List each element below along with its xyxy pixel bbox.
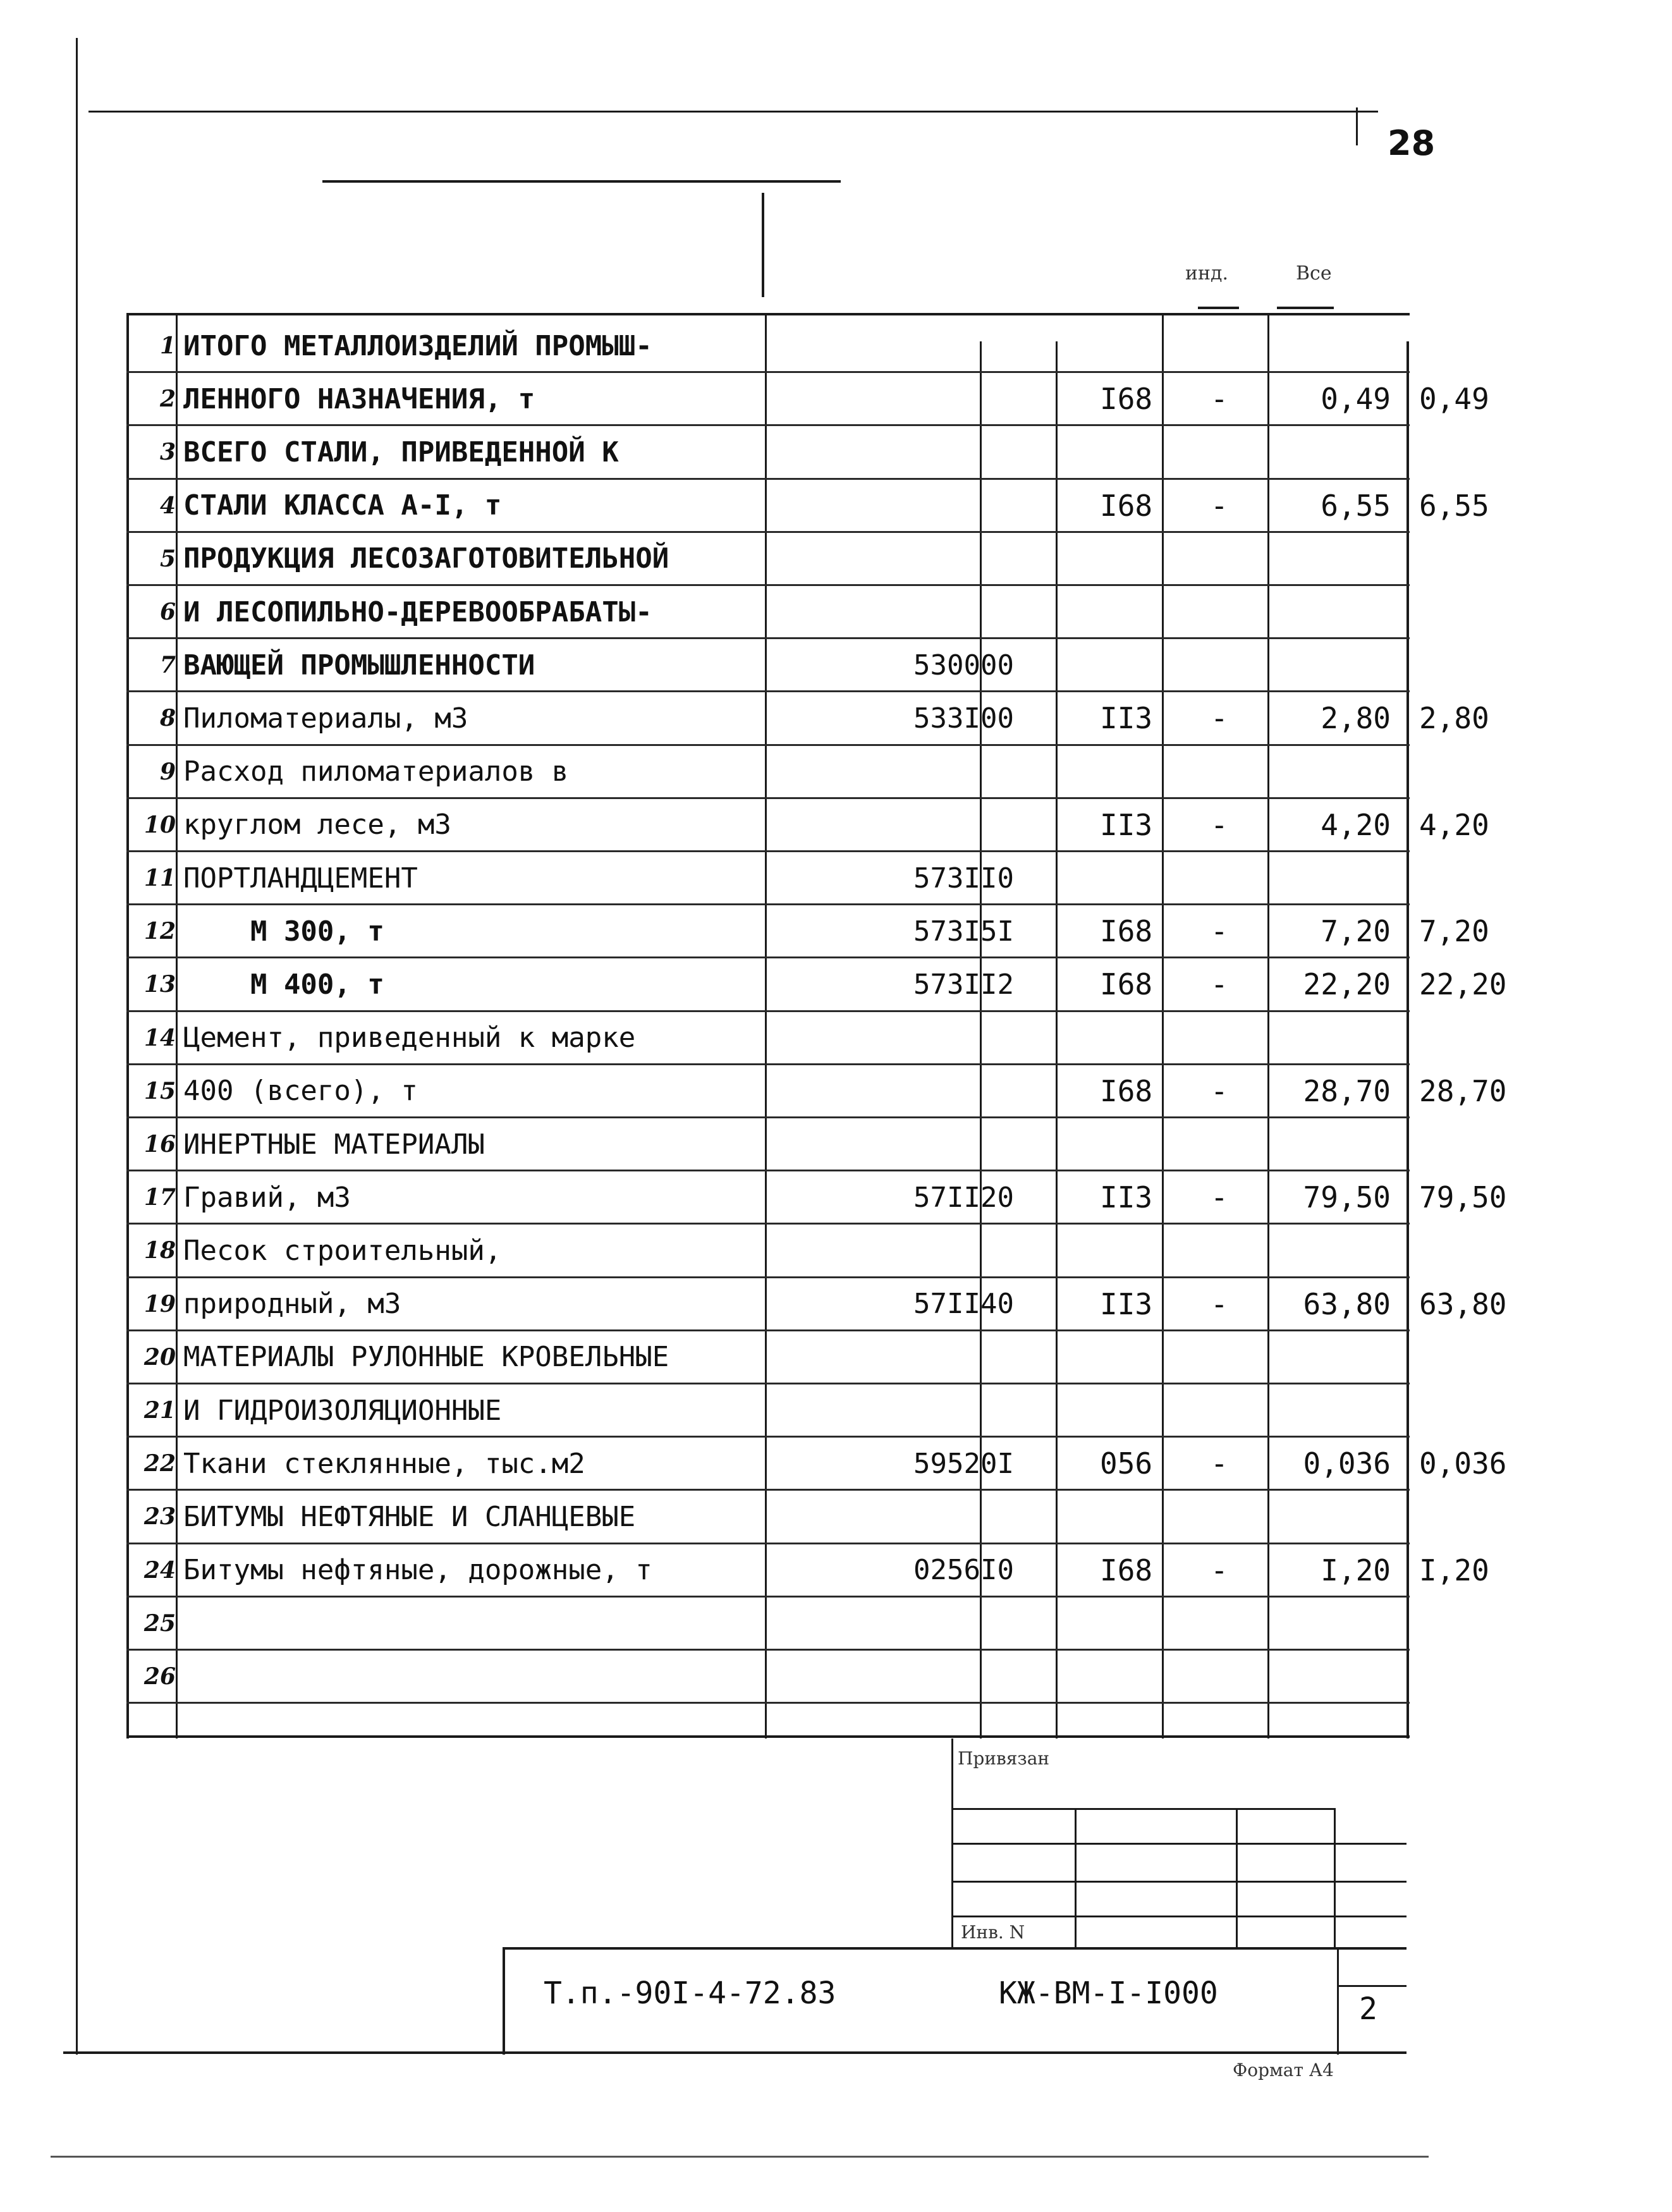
value-total [1277,1650,1672,1703]
page-number: 28 [1388,123,1436,163]
value-total: 63,80 [1419,1286,1507,1321]
unit-code: I68 [1100,967,1153,1002]
stamp-col-1 [1075,1808,1077,1947]
item-name: Цемент, приведенный к марке [183,1022,636,1054]
item-code: 573II2 [913,968,1014,1001]
unit-code: II3 [1100,1286,1153,1321]
value-unit: 0,036 [1303,1446,1391,1481]
dash-cell: - [1211,1180,1228,1215]
table-top-line [126,313,1410,315]
value-total [1277,532,1672,585]
inv-label: Инв. N [961,1922,1025,1943]
value-total [1277,1597,1672,1650]
value-unit: 79,50 [1303,1180,1391,1215]
table-row [126,692,1489,745]
table-row [126,905,1489,958]
unit-code: I68 [1100,914,1153,949]
item-name: И ГИДРОИЗОЛЯЦИОННЫЕ [183,1394,502,1427]
value-total: 22,20 [1419,967,1507,1002]
table-row [126,852,1410,905]
stamp-row-line-1 [951,1808,1334,1810]
row-number: 9 [159,758,176,785]
value-total: 28,70 [1419,1073,1507,1108]
row-number: 10 [143,811,176,838]
table-row [126,1544,1489,1597]
value-total [1277,745,1672,798]
row-number: 19 [143,1290,176,1317]
table-row [126,1437,1507,1490]
row-number: 26 [143,1663,176,1690]
table-row [126,1490,1410,1543]
sheet-number: 2 [1359,1991,1377,2027]
dash-cell: - [1211,967,1228,1002]
table-row [126,1597,1410,1650]
left-margin-line [76,38,78,2055]
table-row [126,425,1410,479]
row-number: 12 [143,918,176,945]
stamp-col-2 [1236,1808,1238,1947]
value-unit: 0,49 [1321,382,1391,417]
item-code: 57II40 [913,1288,1014,1321]
title-block-left [503,1947,505,2055]
row-divider [126,1702,1410,1704]
unit-code: I68 [1100,1553,1153,1587]
unit-code: I68 [1100,488,1153,523]
item-name: М 300, т [183,915,384,948]
row-number: 11 [143,865,176,891]
unit-code: II3 [1100,1180,1153,1215]
row-number: 13 [143,971,176,998]
item-name: Гравий, м3 [183,1181,351,1214]
row-number: 4 [159,492,176,519]
table-row [126,798,1489,852]
item-code: 59520I [913,1447,1014,1480]
value-total [1277,1331,1672,1384]
value-total: I,20 [1419,1553,1489,1587]
row-number: 8 [159,705,176,732]
row-number: 2 [159,386,176,413]
value-total [1277,319,1672,372]
item-code: 533I00 [913,702,1014,735]
item-name: СТАЛИ КЛАССА А-I, т [183,489,502,522]
value-total [1277,1011,1672,1065]
dash-cell: - [1211,914,1228,949]
row-number: 18 [143,1237,176,1264]
stamp-row-line-3 [951,1881,1407,1883]
row-number: 6 [159,599,176,625]
item-name [183,1597,879,1650]
value-total: 79,50 [1419,1180,1507,1215]
item-name: М 400, т [183,968,384,1001]
dash-cell: - [1211,1446,1228,1481]
header-top-line [322,180,841,183]
value-total [1277,1118,1672,1171]
privyazan-label: Привязан [958,1748,1050,1769]
header-unit-label: инд. [1185,262,1228,284]
table-row [126,1331,1410,1384]
sheet-cell-line [1337,1985,1407,1987]
table-row [126,1384,1410,1437]
title-block-top [503,1947,1407,1950]
format-label: Формат А4 [1233,2060,1334,2081]
value-unit: 63,80 [1303,1286,1391,1321]
row-number: 5 [159,545,176,572]
doc-code: Т.п.-90I-4-72.83 [544,1976,836,2011]
dash-cell: - [1211,382,1228,417]
dash-cell: - [1211,1553,1228,1587]
row-number: 14 [143,1024,176,1051]
table-row [126,1118,1410,1171]
row-number: 1 [159,333,176,359]
value-total: 7,20 [1419,914,1489,949]
row-number: 16 [143,1131,176,1158]
dash-cell: - [1211,488,1228,523]
item-name: БИТУМЫ НЕФТЯНЫЕ И СЛАНЦЕВЫЕ [183,1500,636,1533]
header-col-divider [762,193,764,297]
stamp-row-line-4 [951,1916,1407,1917]
row-number: 7 [159,652,176,679]
dash-cell: - [1211,701,1228,736]
item-code: 0256I0 [913,1554,1014,1587]
table-row [126,479,1489,532]
value-total: 6,55 [1419,488,1489,523]
table-row [126,372,1489,425]
item-name: Пиломатериалы, м3 [183,702,468,735]
value-total [1277,1224,1672,1277]
table-bottom-line [126,1735,1410,1738]
dash-cell: - [1211,1286,1228,1321]
row-number: 3 [159,439,176,466]
header-tick-2 [1277,307,1334,309]
item-name: И ЛЕСОПИЛЬНО-ДЕРЕВООБРАБАТЫ- [183,596,652,628]
item-name: Расход пиломатериалов в [183,755,569,788]
value-total [1277,1490,1672,1543]
stamp-row-line-2 [951,1843,1407,1845]
item-code: 57II20 [913,1181,1014,1214]
value-unit: 7,20 [1321,914,1391,949]
value-total: 2,80 [1419,701,1489,736]
top-border-line [88,111,1378,113]
row-number: 25 [143,1610,176,1637]
value-unit: I,20 [1321,1553,1391,1587]
item-name: ЛЕННОГО НАЗНАЧЕНИЯ, т [183,382,535,415]
unit-code: II3 [1100,807,1153,842]
stamp-col-3 [1334,1808,1336,1947]
item-name: ИНЕРТНЫЕ МАТЕРИАЛЫ [183,1128,485,1161]
item-name: ПРОДУКЦИЯ ЛЕСОЗАГОТОВИТЕЛЬНОЙ [183,542,669,575]
item-name: МАТЕРИАЛЫ РУЛОННЫЕ КРОВЕЛЬНЫЕ [183,1341,669,1374]
table-row [126,1171,1507,1224]
item-name: Песок строительный, [183,1234,502,1267]
row-number: 22 [143,1450,176,1477]
dash-cell: - [1211,807,1228,842]
value-unit: 2,80 [1321,701,1391,736]
table-row [126,1224,1410,1277]
sheet-code: КЖ-ВМ-I-I000 [999,1976,1218,2011]
page-number-divider [1356,107,1358,145]
table-row [126,585,1410,639]
frame-bottom-line [63,2051,1407,2054]
table-row [126,1278,1507,1331]
item-code: 530000 [913,649,1014,681]
table-row [126,1011,1410,1065]
title-block-sheet-divider [1337,1947,1339,2055]
header-total-label: Все [1296,262,1332,284]
table-row [126,532,1410,585]
item-name: ВАЮЩЕЙ ПРОМЫШЛЕННОСТИ [183,649,535,681]
row-number: 23 [143,1503,176,1531]
item-code: 573II0 [913,862,1014,895]
item-name: ИТОГО МЕТАЛЛОИЗДЕЛИЙ ПРОМЫШ- [183,329,652,362]
unit-code: I68 [1100,382,1153,417]
item-name: 400 (всего), т [183,1075,418,1108]
row-number: 20 [143,1343,176,1371]
value-total [1277,585,1672,639]
value-total: 0,49 [1419,382,1489,417]
page-bottom-line [51,2156,1429,2158]
item-name: круглом лесе, м3 [183,809,451,841]
unit-code: 056 [1100,1446,1153,1481]
item-name: Битумы нефтяные, дорожные, т [183,1554,652,1587]
unit-code: II3 [1100,701,1153,736]
item-name [183,1650,879,1703]
row-number: 15 [143,1077,176,1104]
table-row [126,319,1410,372]
row-number: 24 [143,1556,176,1584]
row-number: 17 [143,1184,176,1211]
value-total: 0,036 [1419,1446,1507,1481]
table-row [126,745,1410,798]
dash-cell: - [1211,1073,1228,1108]
item-code: 573I5I [913,915,1014,948]
unit-code: I68 [1100,1073,1153,1108]
item-name: природный, м3 [183,1288,401,1321]
row-number: 21 [143,1397,176,1424]
value-total [1277,852,1672,905]
item-name: Ткани стеклянные, тыс.м2 [183,1447,585,1480]
value-total: 4,20 [1419,807,1489,842]
item-name: ПОРТЛАНДЦЕМЕНТ [183,862,418,895]
table-row [126,1065,1507,1118]
value-unit: 28,70 [1303,1073,1391,1108]
header-tick-1 [1198,307,1239,309]
value-unit: 4,20 [1321,807,1391,842]
table-row [126,639,1410,692]
value-unit: 22,20 [1303,967,1391,1002]
table-row [126,958,1507,1011]
value-total [1277,425,1672,479]
value-total [1277,1384,1672,1437]
value-unit: 6,55 [1321,488,1391,523]
item-name: ВСЕГО СТАЛИ, ПРИВЕДЕННОЙ К [183,436,619,468]
table-row [126,1650,1410,1703]
value-total [1277,639,1672,692]
